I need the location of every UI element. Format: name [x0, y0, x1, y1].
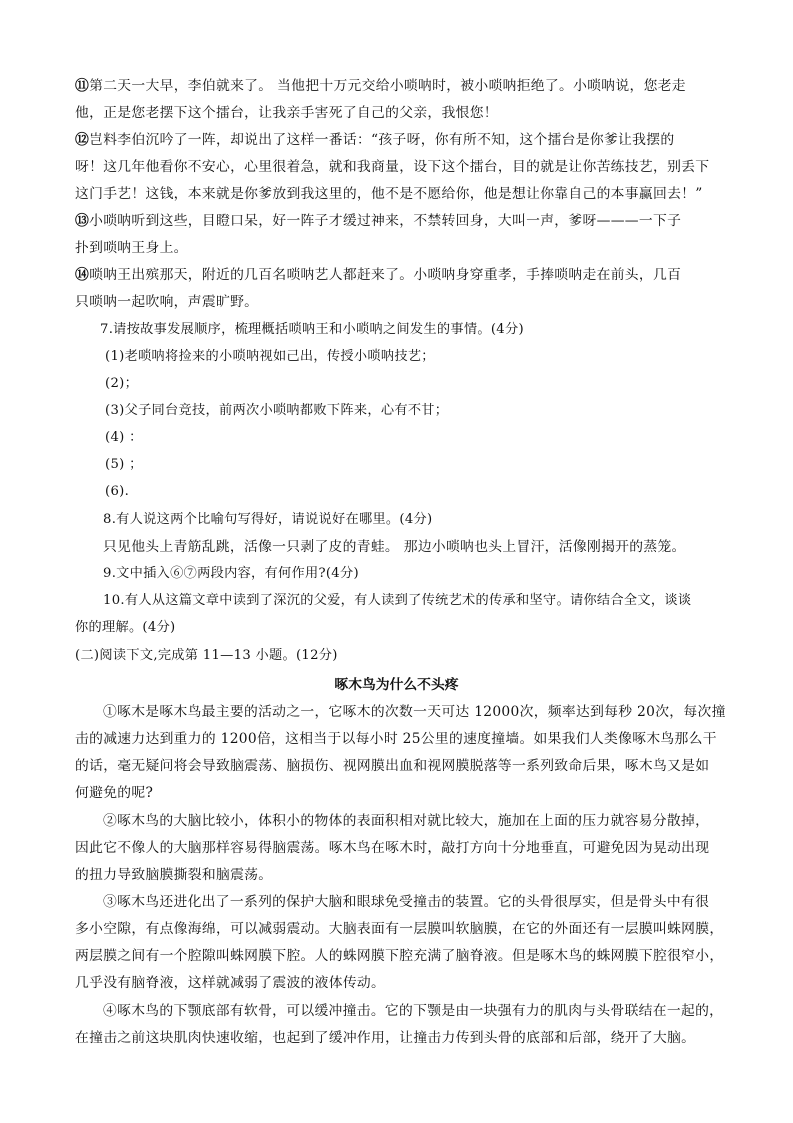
article-p4-line-2: 在撞击之前这块肌肉快速收缩，也起到了缓冲作用，让撞击力传到头骨的底部和后部，绕开了大脑。	[75, 1030, 696, 1046]
question-8-quote: 只见他头上青筋乱跳，活像一只剥了皮的青蛙。 那边小唢呐也头上冒汗，活像刚揭开的蒸笼。	[103, 539, 686, 555]
paragraph-14-line-2: 只唢呐一起吹响，声震旷野。	[75, 294, 259, 310]
article-p4-line-1: ④啄木鸟的下颚底部有软骨，可以缓冲撞击。它的下颚是由一块强有力的肌肉与头骨联结在一起的，	[103, 1003, 724, 1019]
paragraph-12-line-2: 呀！这几年他看你不安心，心里很着急，就和我商量，设下这个擂台，目的就是让你苦练技艺，别丢下	[75, 159, 710, 175]
article-p3-line-2: 多小空隙，有点像海绵，可以减弱震动。大脑表面有一层膜叫软脑膜，在它的外面还有一层膜叫蛛网膜，	[75, 921, 724, 937]
paragraph-12-line-1: ⑫岂料李伯沉吟了一阵，却说出了这样一番话：“孩子呀，你有所不知，这个擂台是你爹让我摆的	[75, 132, 675, 148]
question-7-item-3: (3)父子同台竞技，前两次小唢呐都败下阵来，心有不甘；	[105, 403, 449, 418]
article-p1-line-3: 的话，毫无疑问将会导致脑震荡、脑损伤、视网膜出血和视网膜脱落等一系列致命后果，啄木鸟又是如	[75, 758, 710, 774]
article-title: 啄木鸟为什么不头疼	[334, 677, 459, 693]
article-p3-line-3: 两层膜之间有一个腔隙叫蛛网膜下腔。人的蛛网膜下腔充满了脑脊液。但是啄木鸟的蛛网膜下腔很窄小，	[75, 948, 724, 964]
question-7-item-2: (2)；	[105, 376, 139, 391]
paragraph-14-line-1: ⑭唢呐王出殡那天，附近的几百名唢呐艺人都赶来了。小唢呐身穿重孝，手捧唢呐走在前头，几百	[75, 267, 682, 283]
question-10-line-2: 你的理解。(4分)	[75, 620, 176, 635]
question-7: 7.请按故事发展顺序，梳理概括唢呐王和小唢呐之间发生的事情。(4分)	[100, 322, 524, 337]
question-10-line-1: 10.有人从这篇文章中读到了深沉的父爱，有人读到了传统艺术的传承和坚守。请你结合全文，谈谈	[103, 593, 692, 608]
article-p1-line-2: 击的减速力达到重力的 1200倍，这相当于以每小时 25公里的速度撞墙。如果我们人类像啄木鸟那么干	[75, 731, 717, 747]
article-p2-line-3: 的扭力导致脑膜撕裂和脑震荡。	[75, 867, 273, 883]
paragraph-number: ⑪	[75, 78, 90, 94]
article-p2-line-1: ②啄木鸟的大脑比较小，体积小的物体的表面积相对就比较大，施加在上面的压力就容易分散掉，	[103, 813, 710, 829]
question-9: 9.文中插入⑥⑦两段内容，有何作用?(4分)	[103, 566, 359, 581]
paragraph-13-line-2: 扑到唢呐王身上。	[75, 240, 188, 256]
article-p3-line-1: ③啄木鸟还进化出了一系列的保护大脑和眼球免受撞击的装置。它的头骨很厚实，但是骨头中有很	[103, 894, 710, 910]
question-7-item-5: (5) ；	[105, 457, 143, 472]
article-p1-line-1: ①啄木是啄木鸟最主要的活动之一，它啄木的次数一天可达 12000次，频率达到每秒 20次，每次撞	[103, 704, 726, 720]
paragraph-number: ⑫	[75, 132, 90, 148]
paragraph-number: ⑬	[75, 213, 90, 229]
paragraph-13-line-1: ⑬小唢呐听到这些，目瞪口呆，好一阵子才缓过神来，不禁转回身，大叫一声，爹呀———一下子	[75, 213, 682, 229]
article-p3-line-4: 几乎没有脑脊液，这样就减弱了震波的液体传动。	[75, 975, 386, 991]
section-2-header: (二)阅读下文,完成第 11—13 小题。(12分)	[75, 648, 338, 663]
paragraph-11-line-1: ⑪第二天一大早，李伯就来了。 当他把十万元交给小唢呐时，被小唢呐拒绝了。小唢呐说，您老走	[75, 78, 686, 94]
article-p2-line-2: 因此它不像人的大脑那样容易得脑震荡。啄木鸟在啄木时，敲打方向十分地垂直，可避免因为晃动出现	[75, 840, 710, 856]
paragraph-number: ⑭	[75, 267, 90, 283]
question-7-item-1: (1)老唢呐将捡来的小唢呐视如己出，传授小唢呐技艺；	[105, 349, 435, 364]
question-8: 8.有人说这两个比喻句写得好，请说说好在哪里。(4分)	[103, 512, 433, 527]
paragraph-11-line-2: 他，正是您老摆下这个擂台，让我亲手害死了自己的父亲，我恨您！	[75, 105, 498, 121]
paragraph-12-line-3: 这门手艺！这钱，本来就是你爹放到我这里的，他不是不愿给你，他是想让你靠自己的本事赢回去！”	[75, 186, 703, 202]
article-p1-line-4: 何避免的呢?	[75, 785, 154, 801]
question-7-item-6: (6).	[105, 484, 130, 499]
question-7-item-4: (4) ：	[105, 430, 143, 445]
